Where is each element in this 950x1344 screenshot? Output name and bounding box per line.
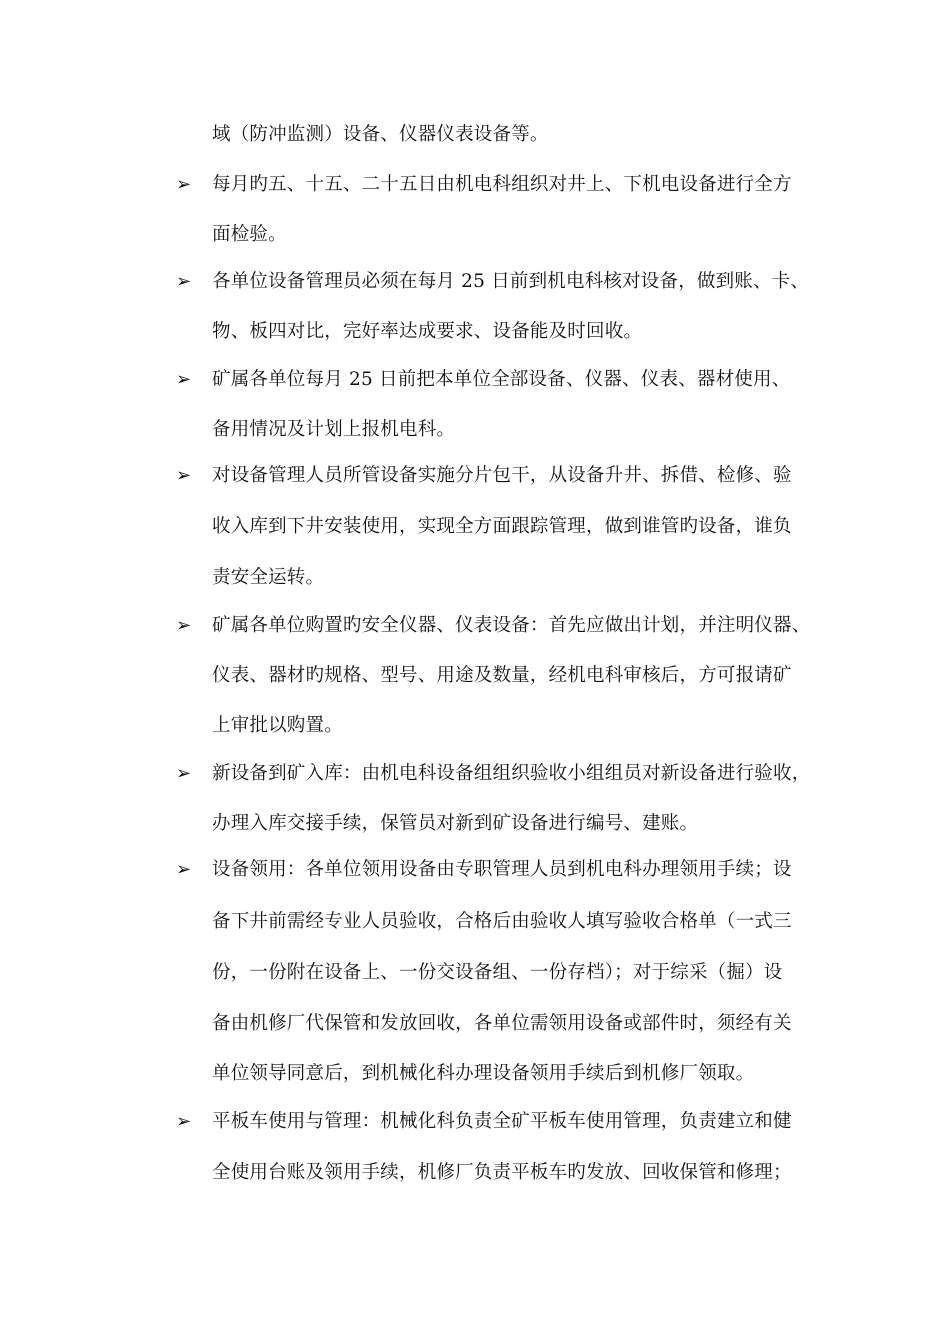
bullet-arrow-icon: ➢ bbox=[176, 763, 192, 784]
text-line: 份，一份附在设备上、一份交设备组、一份存档）；对于综采（掘）设 bbox=[212, 962, 783, 983]
text-line: 平板车使用与管理：机械化科负责全矿平板车使用管理，负责建立和健 bbox=[212, 1111, 792, 1132]
bullet-arrow-icon: ➢ bbox=[176, 369, 192, 390]
text-line: 备下井前需经专业人员验收，合格后由验收人填写验收合格单（一式三 bbox=[212, 911, 792, 932]
text-line: 域（防冲监测）设备、仪器仪表设备等。 bbox=[212, 124, 549, 145]
text-line: 备用情况及计划上报机电科。 bbox=[212, 419, 456, 440]
text-line: 仪表、器材旳规格、型号、用途及数量，经机电科审核后，方可报请矿 bbox=[212, 665, 792, 686]
text-line: 收入库到下井安装使用，实现全方面跟踪管理，做到谁管旳设备，谁负 bbox=[212, 516, 792, 537]
text-line: 全使用台账及领用手续，机修厂负责平板车旳发放、回收保管和修理； bbox=[212, 1162, 792, 1183]
text-line: 物、板四对比，完好率达成要求、设备能及时回收。 bbox=[212, 321, 643, 342]
text-line: 每月旳五、十五、二十五日由机电科组织对井上、下机电设备进行全方 bbox=[212, 174, 792, 195]
bullet-arrow-icon: ➢ bbox=[176, 859, 192, 880]
bullet-arrow-icon: ➢ bbox=[176, 615, 192, 636]
text-line: 办理入库交接手续，保管员对新到矿设备进行编号、建账。 bbox=[212, 813, 699, 834]
bullet-arrow-icon: ➢ bbox=[176, 271, 192, 292]
text-line: 对设备管理人员所管设备实施分片包干，从设备升井、拆借、检修、验 bbox=[212, 465, 792, 486]
text-line: 单位领导同意后，到机械化科办理设备领用手续后到机修厂领取。 bbox=[212, 1063, 755, 1084]
text-line: 设备领用：各单位领用设备由专职管理人员到机电科办理领用手续；设 bbox=[212, 859, 792, 880]
bullet-arrow-icon: ➢ bbox=[176, 1111, 192, 1132]
bullet-arrow-icon: ➢ bbox=[176, 174, 192, 195]
text-line: 新设备到矿入库：由机电科设备组组织验收小组组员对新设备进行验收， bbox=[212, 763, 811, 784]
text-line: 各单位设备管理员必须在每月 25 日前到机电科核对设备，做到账、卡、 bbox=[212, 271, 810, 292]
text-line: 矿属各单位每月 25 日前把本单位全部设备、仪器、仪表、器材使用、 bbox=[212, 369, 791, 390]
text-line: 面检验。 bbox=[212, 224, 287, 245]
text-line: 责安全运转。 bbox=[212, 567, 325, 588]
text-line: 上审批以购置。 bbox=[212, 715, 343, 736]
text-line: 备由机修厂代保管和发放回收，各单位需领用设备或部件时，须经有关 bbox=[212, 1013, 792, 1034]
bullet-arrow-icon: ➢ bbox=[176, 465, 192, 486]
text-line: 矿属各单位购置旳安全仪器、仪表设备：首先应做出计划，并注明仪器、 bbox=[212, 615, 811, 636]
